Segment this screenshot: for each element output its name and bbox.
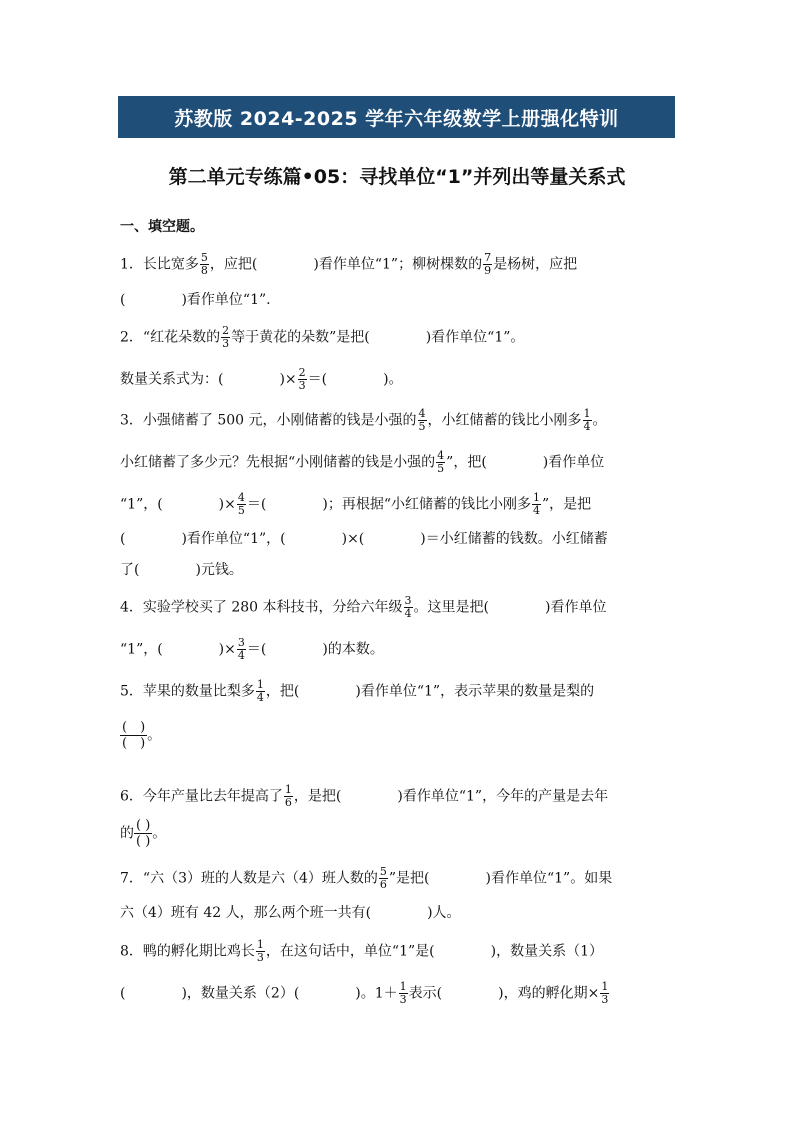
fraction: $\frac{1}{4}$: [532, 491, 540, 517]
fraction: $\frac{4}{5}$: [437, 449, 445, 475]
q1-line-1: 1．长比宽多 $\frac{5}{8}$ ，应把( )看作单位“1”；柳树棵数的 $\frac{7}{9}$ 是杨树，应把: [120, 251, 578, 277]
fraction: $\frac{2}{3}$: [222, 324, 230, 350]
q1-line-2: ( )看作单位“1”.: [120, 292, 271, 308]
fraction: $\frac{1}{3}$: [256, 938, 264, 964]
fraction: $\frac{1}{4}$: [256, 678, 264, 704]
q3-line-1: 3．小强储蓄了 500 元，小刚储蓄的钱是小强的 $\frac{4}{5}$ ，小红储蓄的钱比小刚多 $\frac{1}{4}$ 。: [120, 407, 607, 433]
q7-line-2: 六（4）班有 42 人，那么两个班一共有( )人。: [120, 905, 461, 921]
title-banner: 苏教版 2024-2025 学年六年级数学上册强化特训: [118, 96, 675, 138]
fraction: $\frac{5}{8}$: [200, 251, 208, 277]
fraction: $\frac{4}{5}$: [418, 407, 426, 433]
fraction-blank: ( ) ( ): [136, 818, 151, 849]
fraction: $\frac{3}{4}$: [404, 594, 412, 620]
q2-line-1: 2．“红花朵数的 $\frac{2}{3}$ 等于黄花的朵数”是把( )看作单位“1”。: [120, 324, 525, 350]
q5-line-1: 5．苹果的数量比梨多 $\frac{1}{4}$ ，把( )看作单位“1”，表示苹果的数量是梨的: [120, 678, 595, 704]
fraction: $\frac{3}{4}$: [237, 636, 245, 662]
q3-line-3: “1”，( )× $\frac{4}{5}$ ＝( )；再根据“小红储蓄的钱比小刚多 $\frac{1}{4}$ ”，是把: [120, 491, 592, 517]
fraction: $\frac{4}{5}$: [237, 491, 245, 517]
fraction: $\frac{2}{3}$: [298, 366, 306, 392]
page-subtitle: 第二单元专练篇•05：寻找单位“1”并列出等量关系式: [168, 166, 626, 188]
q6-line-1: 6．今年产量比去年提高了 $\frac{1}{6}$ ，是把( )看作单位“1”，今年的产量是去年: [120, 783, 609, 809]
q4-line-1: 4．实验学校买了 280 本科技书，分给六年级 $\frac{3}{4}$ 。这里是把( )看作单位: [120, 594, 607, 620]
q2-line-2: 数量关系式为：( )× $\frac{2}{3}$ ＝( )。: [120, 366, 403, 392]
q3-line-5: 了( )元钱。: [120, 562, 243, 578]
q8-line-1: 8．鸭的孵化期比鸡长 $\frac{1}{3}$ ，在这句话中，单位“1”是( )，数量关系（1）: [120, 938, 603, 964]
q5-line-2: ( ) ( ) 。: [122, 720, 162, 751]
q8-line-2: ( )，数量关系（2）( )。1＋ $\frac{1}{3}$ 表示( )，鸡的孵化期× $\frac{1}{3}$: [120, 980, 609, 1006]
fraction: $\frac{1}{4}$: [583, 407, 591, 433]
fraction: $\frac{1}{6}$: [284, 783, 292, 809]
fraction: $\frac{5}{6}$: [379, 865, 387, 891]
q3-line-2: 小红储蓄了多少元？先根据“小刚储蓄的钱是小强的 $\frac{4}{5}$ ”，把( )看作单位: [120, 449, 605, 475]
q4-line-2: “1”，( )× $\frac{3}{4}$ ＝( )的本数。: [120, 636, 384, 662]
fraction: $\frac{7}{9}$: [484, 251, 492, 277]
fraction: $\frac{1}{3}$: [601, 980, 609, 1006]
section-heading: 一、填空题。: [120, 219, 204, 235]
fraction-blank: ( ) ( ): [122, 720, 146, 751]
q6-line-2: 的 ( ) ( ) 。: [120, 818, 167, 849]
q3-line-4: ( )看作单位“1”，( )×( )＝小红储蓄的钱数。小红储蓄: [120, 531, 608, 547]
fraction: $\frac{1}{3}$: [399, 980, 407, 1006]
q7-line-1: 7．“六（3）班的人数是六（4）班人数的 $\frac{5}{6}$ ”是把( )看作单位“1”。如果: [120, 865, 613, 891]
